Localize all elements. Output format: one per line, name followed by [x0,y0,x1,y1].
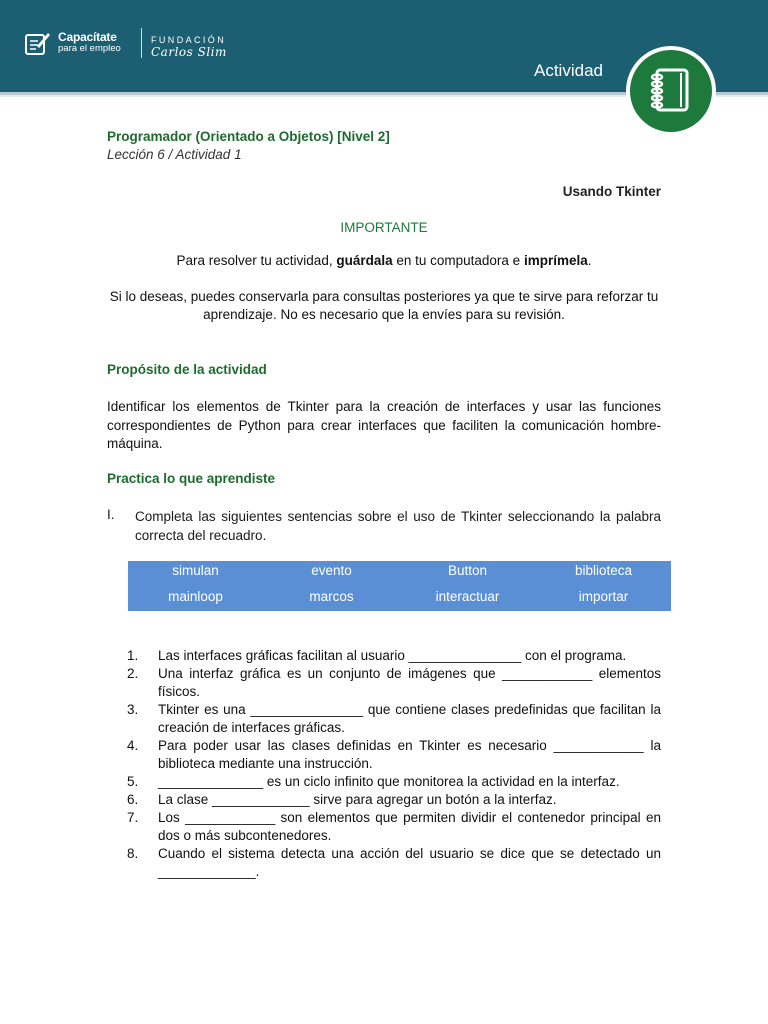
activity-badge [626,46,716,136]
logo-separator [141,28,142,58]
list-item: 2. Una interfaz gráfica es un conjunto de imágenes que ____________ elementos físicos. [127,666,661,699]
word-bank-cell: importar [578,589,629,604]
word-bank-cell: interactuar [435,589,500,604]
word-bank-cell: Button [447,563,488,578]
section-label: Actividad [534,61,603,80]
list-item: 8. Cuando el sistema detecta una acción del usuario se dice que se detectado un _____________. [127,846,661,879]
foundation-logo [151,34,227,58]
pencil-paper-icon [25,30,51,56]
practice-heading: Practica lo que aprendiste [107,471,276,486]
word-bank-cell: simulan [172,563,219,578]
word-bank-cell: evento [311,563,352,578]
list-item: 1. Las interfaces gráficas facilitan al usuario _______________ con el programa. [127,648,627,663]
list-item: 5. ______________ es un ciclo infinito que monitorea la actividad en la interfaz. [127,774,620,789]
word-bank-cell: mainloop [168,589,223,604]
brand-name: Capacítate [58,30,117,44]
purpose-text: Identificar los elementos de Tkinter para la creación de interfaces y usar las funciones correspondientes de Python para crear interfaces que faciliten la comunicación hombre-máquina. [107,399,661,451]
course-title: Programador (Orientado a Objetos) [Nivel 2] [107,129,390,144]
word-bank-cell: biblioteca [574,563,633,578]
word-bank [128,561,671,611]
instruction-save-print: Para resolver tu actividad, guárdala en tu computadora e imprímela. [176,253,592,268]
brand-tagline: para el empleo [58,43,121,54]
exercise-numeral: I. [107,507,115,522]
list-item: 6. La clase _____________ sirve para agregar un botón a la interfaz. [127,792,557,807]
exercise-instruction: Completa las siguientes sentencias sobre el uso de Tkinter seleccionando la palabra correcta del recuadro. [135,509,661,543]
sentence-list [127,647,661,881]
list-item: 3. Tkinter es una _______________ que contiene clases predefinidas que facilitan la creación de interfaces gráficas. [127,702,661,735]
purpose-heading: Propósito de la actividad [107,362,267,377]
capacitate-logo [25,30,121,56]
notebook-icon [626,46,716,136]
foundation-name: Carlos Slim [151,45,227,59]
word-bank-cell: marcos [309,589,354,604]
foundation-label: FUNDACIÓN [151,35,227,45]
list-item: 7. Los ____________ son elementos que permiten dividir el contenedor principal en dos o más subcontenedores. [127,810,661,843]
instruction-keep: Si lo deseas, puedes conservarla para consultas posteriores ya que te sirve para reforzar tu aprendizaje. No es necesario que la envíes para su revisión. [109,289,659,322]
important-heading: IMPORTANTE [340,220,428,235]
list-item: 4. Para poder usar las clases definidas en Tkinter es necesario ____________ la biblioteca mediante una instrucción. [127,738,661,771]
lesson-subtitle: Lección 6 / Actividad 1 [107,147,242,162]
topic-title: Usando Tkinter [562,184,661,199]
